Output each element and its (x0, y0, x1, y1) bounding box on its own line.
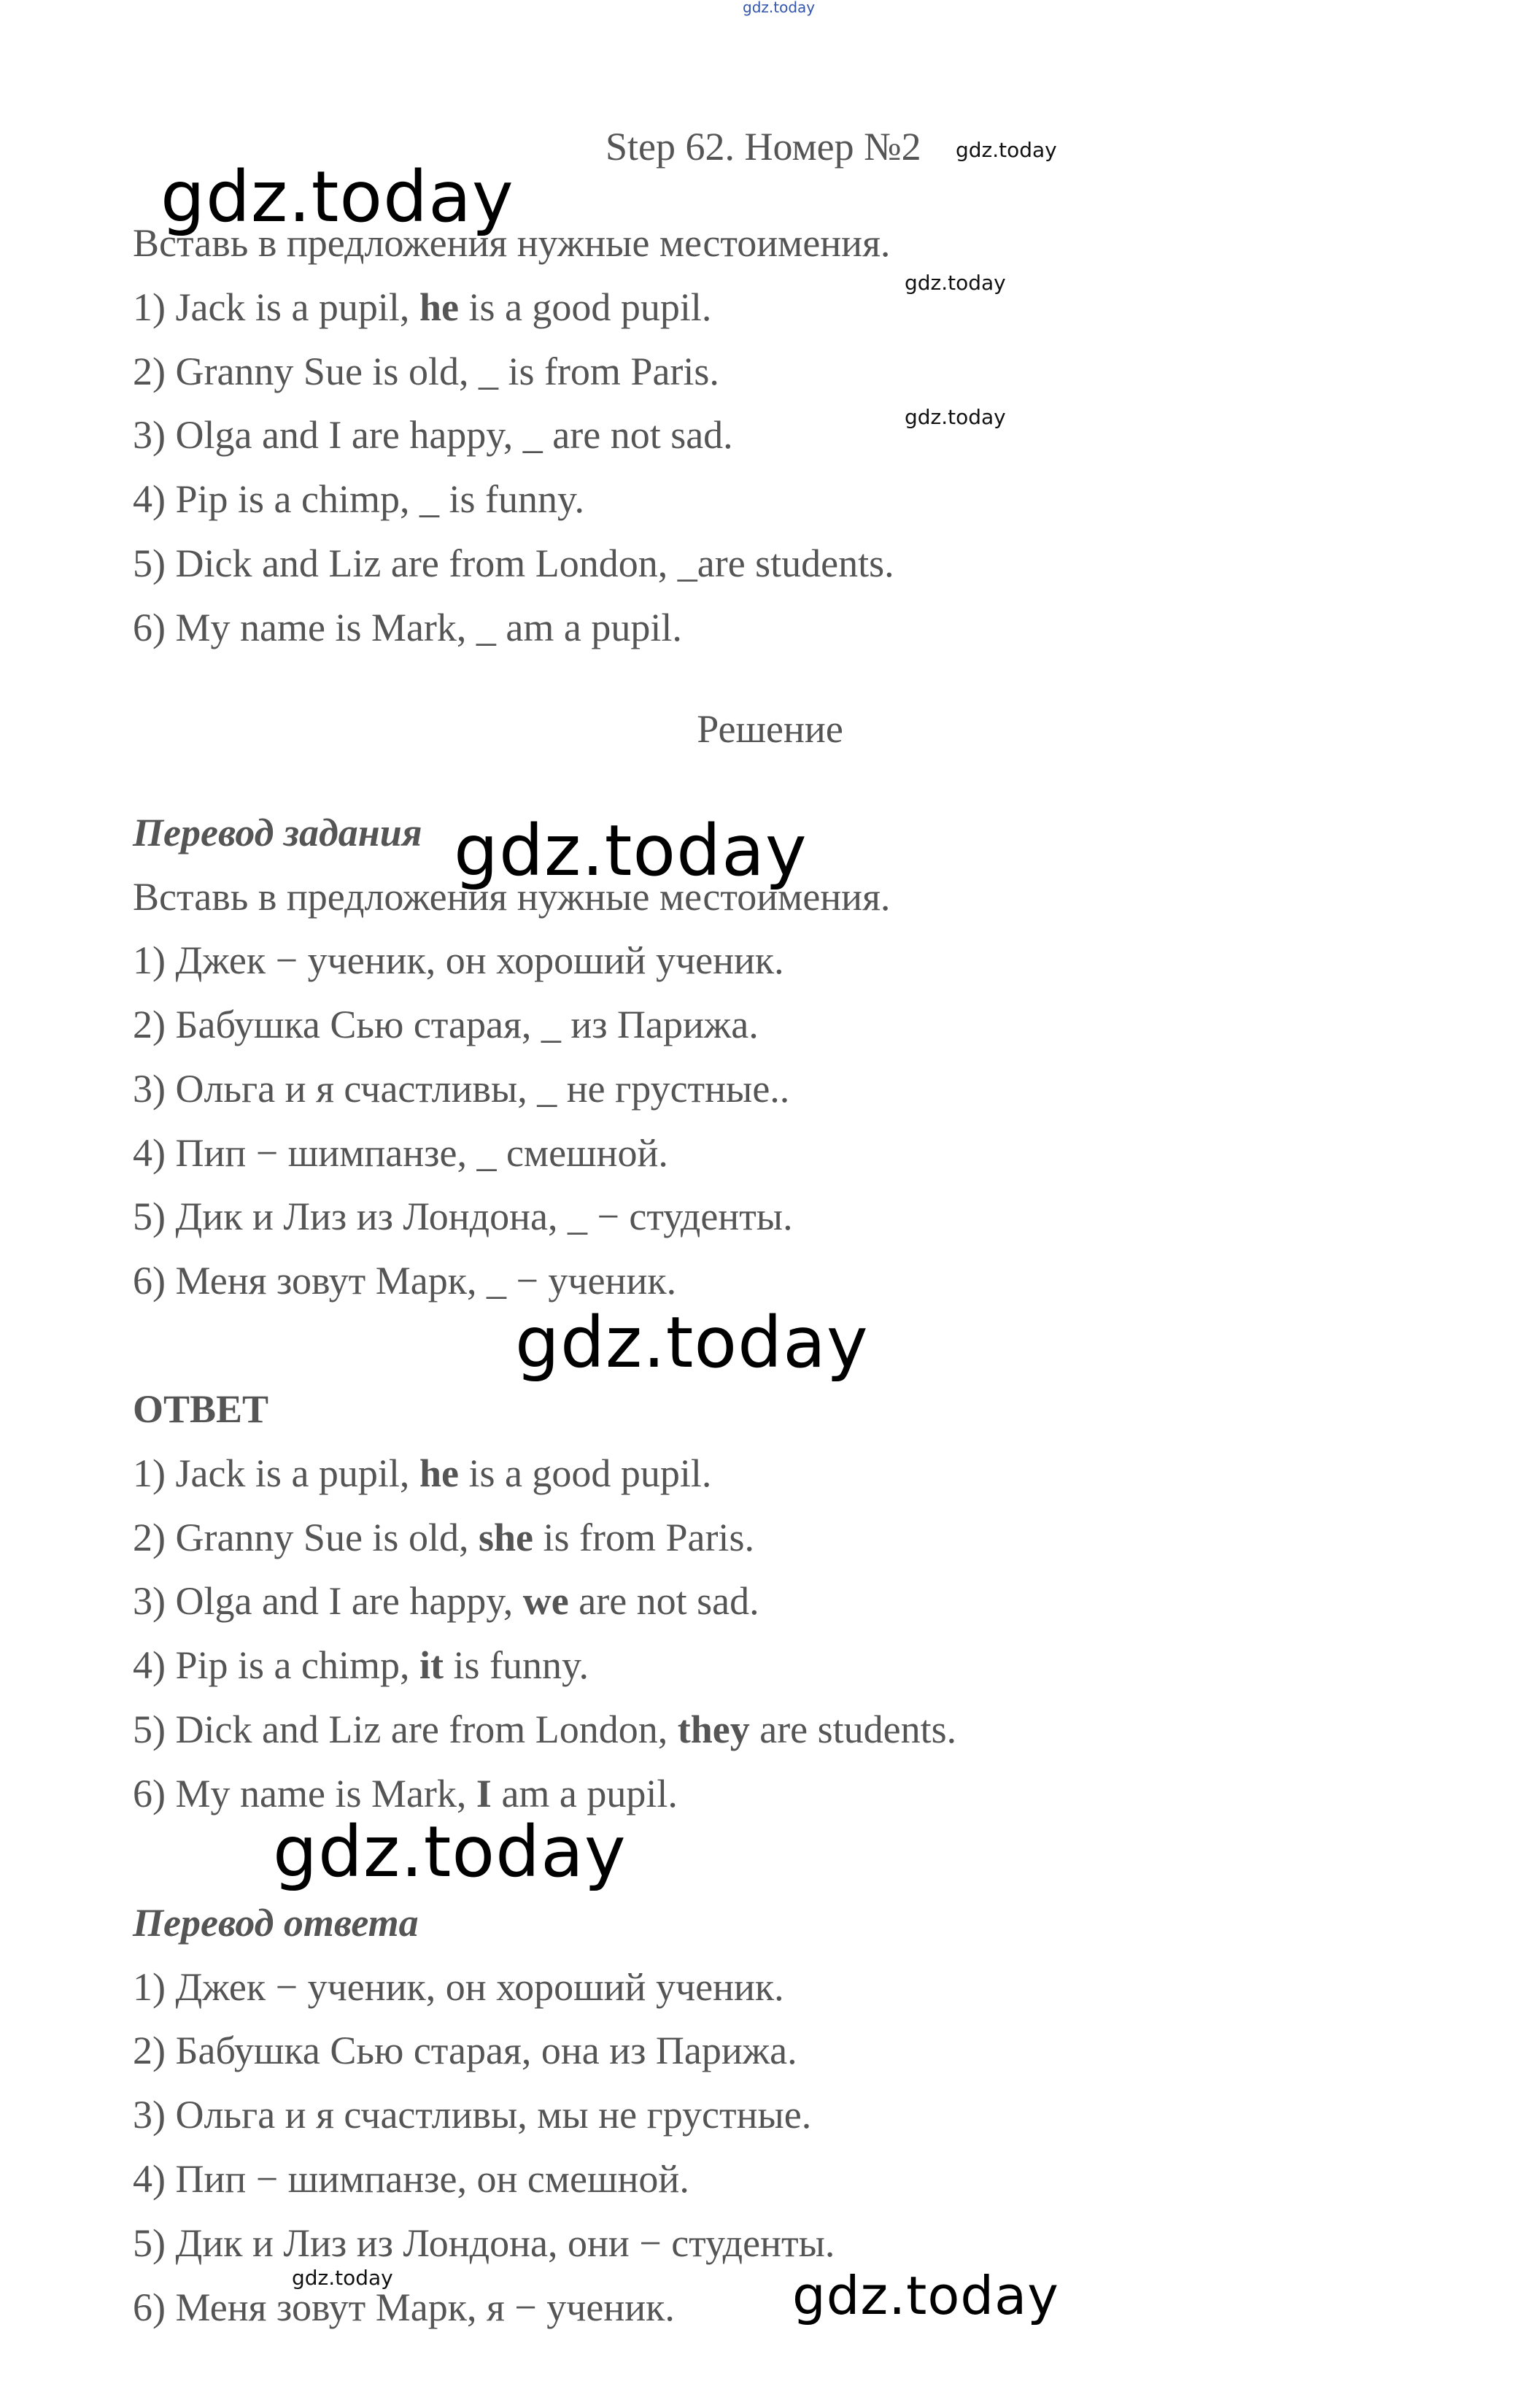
watermark-2: gdz.today (454, 810, 808, 892)
answer-item: 2) Granny Sue is old, she is from Paris. (133, 1516, 754, 1559)
watermark-5: gdz.today (792, 2265, 1059, 2326)
translation-answer-item: 1) Джек − ученик, он хороший ученик. (133, 1965, 784, 2009)
translation-task-instruction: Вставь в предложения нужные местоимения. (133, 875, 891, 919)
answer-item: 6) My name is Mark, I am a pupil. (133, 1772, 678, 1816)
translation-answer-heading: Перевод ответа (133, 1901, 419, 1945)
watermark-small-3: gdz.today (905, 405, 1006, 429)
watermark-small-2: gdz.today (905, 271, 1006, 295)
translation-task-item: 3) Ольга и я счастливы, _ не грустные.. (133, 1067, 790, 1111)
task-item: 6) My name is Mark, _ am a pupil. (133, 606, 682, 649)
translation-answer-item: 4) Пип − шимпанзе, он смешной. (133, 2157, 689, 2201)
translation-answer-item: 6) Меня зовут Марк, я − ученик. (133, 2285, 675, 2329)
watermark-small-1: gdz.today (956, 138, 1057, 162)
page-title: Step 62. Номер №2 (605, 125, 921, 169)
answer-item: 5) Dick and Liz are from London, they are students. (133, 1708, 957, 1751)
translation-task-item: 6) Меня зовут Марк, _ − ученик. (133, 1259, 677, 1303)
translation-task-item: 1) Джек − ученик, он хороший ученик. (133, 938, 784, 982)
translation-task-item: 4) Пип − шимпанзе, _ смешной. (133, 1131, 668, 1175)
translation-task-heading: Перевод задания (133, 811, 422, 854)
answer-heading: ОТВЕТ (133, 1387, 269, 1431)
answer-item: 4) Pip is a chimp, it is funny. (133, 1643, 589, 1687)
task-item: 5) Dick and Liz are from London, _are students. (133, 541, 894, 585)
watermark-4: gdz.today (273, 1811, 627, 1893)
translation-answer-item: 2) Бабушка Сью старая, она из Парижа. (133, 2029, 797, 2072)
translation-task-item: 2) Бабушка Сью старая, _ из Парижа. (133, 1003, 759, 1046)
watermark-3: gdz.today (515, 1302, 869, 1384)
translation-answer-item: 3) Ольга и я счастливы, мы не грустные. (133, 2093, 812, 2137)
watermark-small-4: gdz.today (292, 2266, 393, 2290)
answer-item: 3) Olga and I are happy, we are not sad. (133, 1579, 759, 1623)
task-item: 2) Granny Sue is old, _ is from Paris. (133, 350, 719, 393)
watermark-top: gdz.today (743, 0, 816, 16)
task-item: 3) Olga and I are happy, _ are not sad. (133, 413, 733, 457)
watermark-1: gdz.today (160, 156, 514, 238)
task-item: 4) Pip is a chimp, _ is funny. (133, 477, 584, 521)
translation-task-item: 5) Дик и Лиз из Лондона, _ − студенты. (133, 1195, 793, 1238)
solution-label: Решение (697, 707, 843, 751)
task-item: 1) Jack is a pupil, he is a good pupil. (133, 285, 712, 329)
translation-answer-item: 5) Дик и Лиз из Лондона, они − студенты. (133, 2221, 835, 2265)
answer-item: 1) Jack is a pupil, he is a good pupil. (133, 1451, 712, 1495)
task-instruction: Вставь в предложения нужные местоимения. (133, 221, 891, 265)
